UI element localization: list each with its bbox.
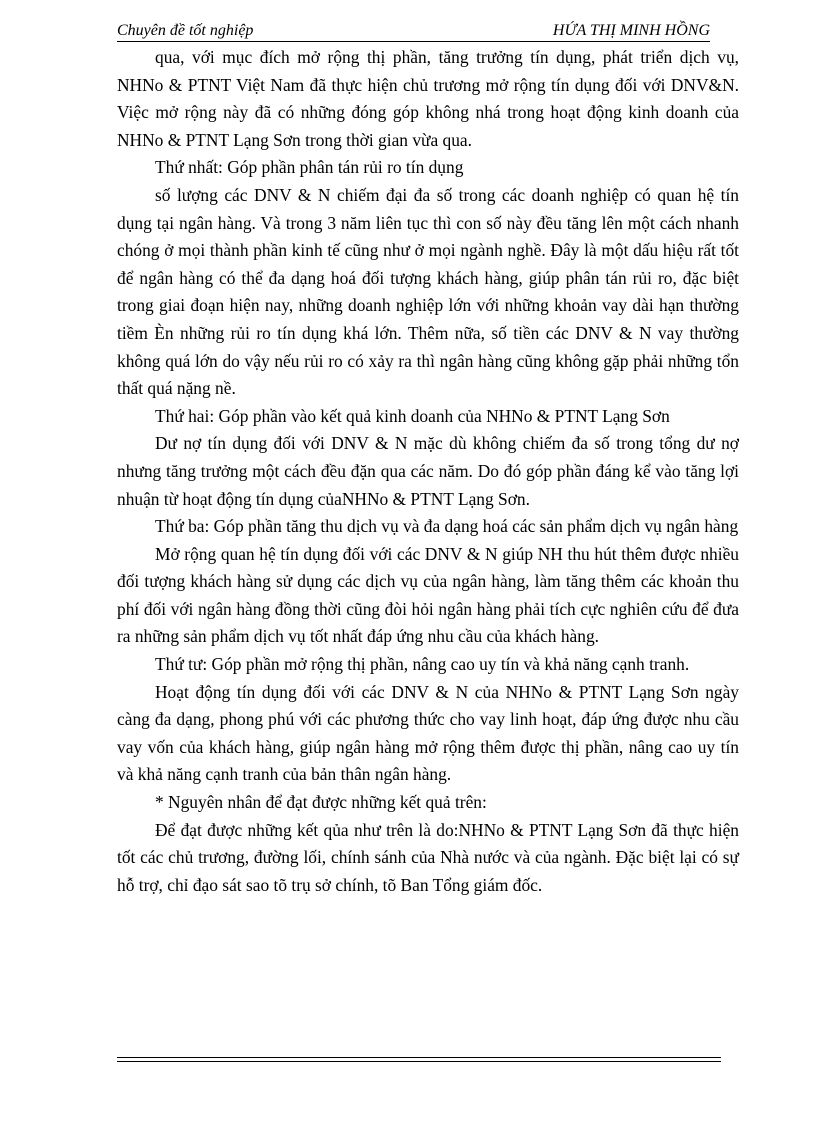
footer-divider: [117, 1057, 721, 1062]
header-document-title: Chuyên đề tốt nghiệp: [117, 22, 254, 39]
paragraph-point-two-body: Dư nợ tín dụng đối với DNV & N mặc dù không chiếm đa số trong tổng dư nợ nhưng tăng trưởng một cách đều đặn qua các năm. Do đó góp phần đáng kể vào tăng lợi nhuận từ hoạt động tín dụng củaNHNo & PTNT Lạng Sơn.: [117, 433, 739, 509]
paragraph-intro-continuation: qua, với mục đích mở rộng thị phần, tăng trưởng tín dụng, phát triển dịch vụ, NHNo & PTNT Việt Nam đã thực hiện chủ trương mở rộng tín dụng đối với DNV&N. Việc mở rộng này đã có những đóng góp không nhá trong hoạt động kinh doanh của NHNo & PTNT Lạng Sơn trong thời gian vừa qua.: [117, 47, 739, 150]
paragraph-point-four-heading: Thứ tư: Góp phần mở rộng thị phần, nâng cao uy tín và khả năng cạnh tranh.: [155, 654, 690, 675]
header-divider: [117, 41, 710, 42]
paragraph-reasons-heading: * Nguyên nhân để đạt được những kết quả trên:: [155, 792, 487, 813]
header-author-name: HỨA THỊ MINH HỒNG: [552, 22, 710, 39]
paragraph-point-three-heading: Thứ ba: Góp phần tăng thu dịch vụ và đa dạng hoá các sản phẩm dịch vụ ngân hàng: [155, 516, 739, 537]
paragraph-point-four-body: Hoạt động tín dụng đối với các DNV & N của NHNo & PTNT Lạng Sơn ngày càng đa dạng, phong phú với các phương thức cho vay linh hoạt, đáp ứng được nhu cầu vay vốn của khách hàng, giúp ngân hàng mở rộng thêm được thị phần, nâng cao uy tín và khả năng cạnh tranh của bản thân ngân hàng.: [117, 681, 739, 785]
paragraph-reasons-body: Để đạt được những kết qủa như trên là do:NHNo & PTNT Lạng Sơn đã thực hiện tốt các chủ trương, đường lối, chính sánh của Nhà nước và của ngành. Đặc biệt lại có sự hỗ trợ, chỉ đạo sát sao tõ trụ sở chính, tõ Ban Tổng giám đốc.: [117, 819, 739, 895]
document-body: [117, 44, 739, 899]
page-header: [117, 20, 710, 42]
paragraph-point-three-body: Mở rộng quan hệ tín dụng đối với các DNV & N giúp NH thu hút thêm được nhiều đối tượng khách hàng sử dụng các dịch vụ của ngân hàng, làm tăng thêm các khoản thu phí đối với ngân hàng đồng thời cũng đòi hỏi ngân hàng phải tích cực nghiên cứu để đưa ra những sản phẩm dịch vụ tốt nhất đáp ứng nhu cầu của khách hàng.: [117, 543, 739, 647]
paragraph-point-one-heading: Thứ nhất: Góp phần phân tán rủi ro tín dụng: [155, 157, 464, 178]
paragraph-point-one-body: số lượng các DNV & N chiếm đại đa số trong các doanh nghiệp có quan hệ tín dụng tại ngân hàng. Và trong 3 năm liên tục thì con số này đều tăng lên một cách nhanh chóng ở mọi thành phần kinh tế cũng như ở mọi ngành nghề. Đây là một dấu hiệu rất tốt để ngân hàng có thể đa dạng hoá đối tượng khách hàng, giúp phân tán rủi ro, đặc biệt trong giai đoạn hiện nay, những doanh nghiệp lớn với những khoản vay dài hạn thường tiềm Èn những rủi ro tín dụng khá lớn. Thêm nữa, số tiền các DNV & N vay thường không quá lớn do vậy nếu rủi ro có xảy ra thì ngân hàng cũng không gặp phải những tổn thất quá nặng nề.: [117, 184, 739, 399]
paragraph-point-two-heading: Thứ hai: Góp phần vào kết quả kinh doanh của NHNo & PTNT Lạng Sơn: [155, 405, 670, 426]
